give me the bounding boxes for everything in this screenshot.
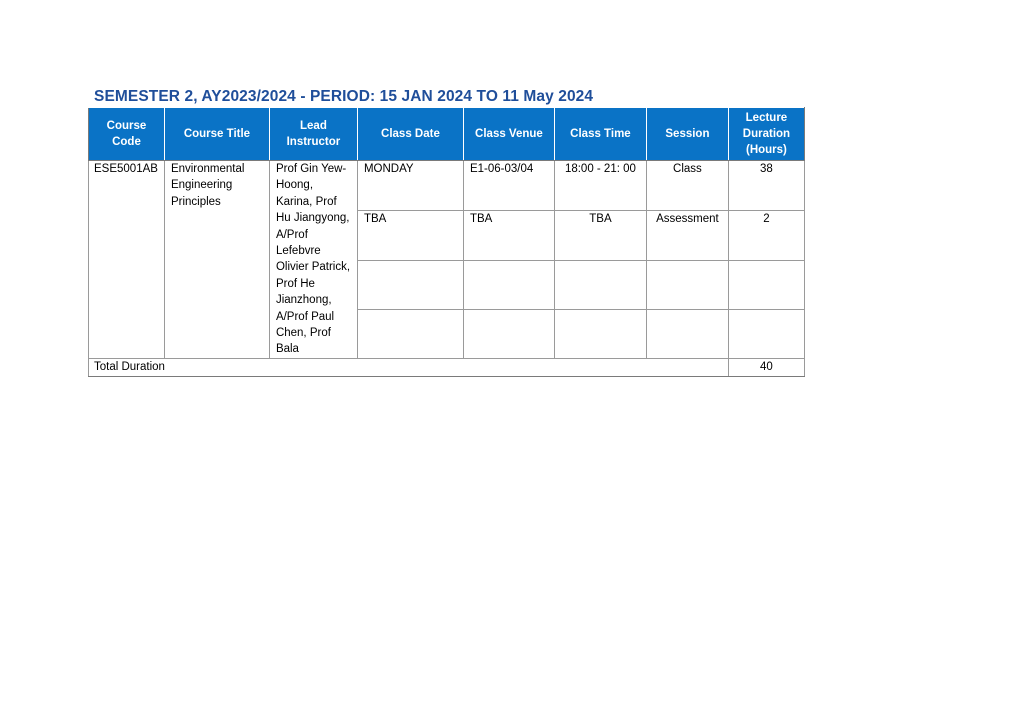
class-time-cell: 18:00 - 21: 00 bbox=[554, 161, 646, 211]
course-title-cell: Environmental Engineering Principles bbox=[164, 161, 269, 359]
schedule-table bbox=[88, 107, 805, 377]
header-lecture-duration: Lecture Duration (Hours) bbox=[728, 108, 804, 161]
empty-cell bbox=[646, 309, 728, 358]
header-class-time: Class Time bbox=[554, 108, 646, 161]
total-duration-value: 40 bbox=[728, 358, 804, 376]
header-course-code: Course Code bbox=[89, 108, 165, 161]
table-row bbox=[89, 161, 805, 211]
class-venue-cell: TBA bbox=[463, 211, 554, 261]
session-cell: Class bbox=[646, 161, 728, 211]
course-code-cell: ESE5001AB bbox=[89, 161, 165, 359]
class-venue-cell: E1-06-03/04 bbox=[463, 161, 554, 211]
header-course-title: Course Title bbox=[164, 108, 269, 161]
empty-cell bbox=[357, 309, 463, 358]
header-session: Session bbox=[646, 108, 728, 161]
empty-cell bbox=[463, 261, 554, 310]
class-date-cell: MONDAY bbox=[357, 161, 463, 211]
empty-cell bbox=[646, 261, 728, 310]
empty-cell bbox=[728, 261, 804, 310]
empty-cell bbox=[463, 309, 554, 358]
empty-cell bbox=[728, 309, 804, 358]
session-cell: Assessment bbox=[646, 211, 728, 261]
total-row bbox=[89, 358, 805, 376]
class-time-cell: TBA bbox=[554, 211, 646, 261]
lead-instructor-cell: Prof Gin Yew-Hoong, Karina, Prof Hu Jiangyong, A/Prof Lefebvre Olivier Patrick, Prof He Jianzhong, A/Prof Paul Chen, Prof Bala bbox=[269, 161, 357, 359]
empty-cell bbox=[554, 261, 646, 310]
empty-cell bbox=[357, 261, 463, 310]
header-class-venue: Class Venue bbox=[463, 108, 554, 161]
empty-cell bbox=[554, 309, 646, 358]
header-class-date: Class Date bbox=[357, 108, 463, 161]
header-row bbox=[89, 108, 805, 161]
class-date-cell: TBA bbox=[357, 211, 463, 261]
duration-cell: 2 bbox=[728, 211, 804, 261]
header-lead-instructor: Lead Instructor bbox=[269, 108, 357, 161]
schedule-title: SEMESTER 2, AY2023/2024 - PERIOD: 15 JAN 2024 TO 11 May 2024 bbox=[94, 88, 594, 105]
duration-cell: 38 bbox=[728, 161, 804, 211]
total-duration-label: Total Duration bbox=[89, 358, 729, 376]
